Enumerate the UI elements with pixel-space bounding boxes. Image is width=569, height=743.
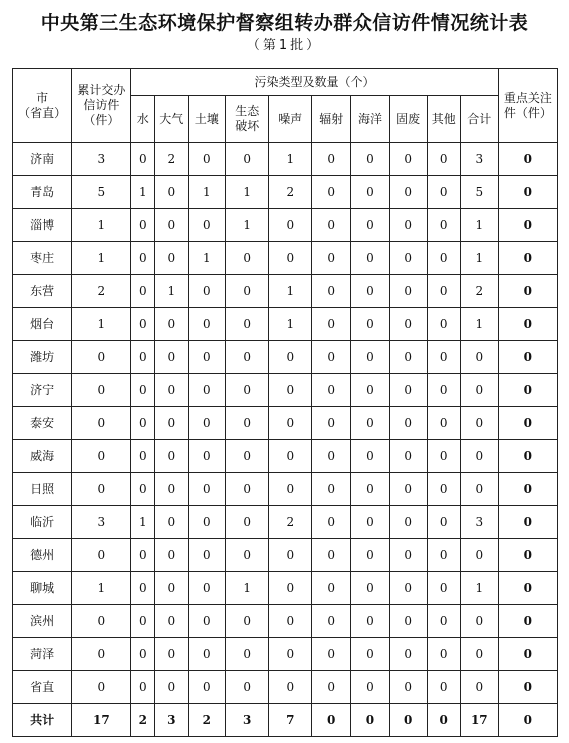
key-attention-cell: 0	[498, 143, 557, 176]
type-count-cell: 0	[188, 275, 226, 308]
table-row	[13, 473, 558, 506]
type-count-cell: 1	[460, 308, 498, 341]
city-cell: 烟台	[13, 308, 72, 341]
type-count-cell: 1	[269, 143, 312, 176]
type-count-cell: 0	[269, 440, 312, 473]
type-count-cell: 2	[131, 704, 155, 737]
type-count-cell: 2	[269, 506, 312, 539]
city-cell: 青岛	[13, 176, 72, 209]
type-count-cell: 0	[155, 440, 188, 473]
type-count-cell: 0	[351, 209, 390, 242]
city-cell: 潍坊	[13, 341, 72, 374]
type-count-cell: 1	[131, 176, 155, 209]
type-count-cell: 0	[351, 440, 390, 473]
type-count-cell: 0	[312, 506, 351, 539]
type-count-cell: 0	[226, 341, 269, 374]
type-count-cell: 0	[188, 143, 226, 176]
type-count-cell: 3	[460, 143, 498, 176]
type-count-cell: 0	[427, 572, 460, 605]
header-type-8: 其他	[427, 96, 460, 143]
type-count-cell: 0	[155, 638, 188, 671]
type-count-cell: 2	[188, 704, 226, 737]
key-attention-cell: 0	[498, 407, 557, 440]
type-count-cell: 0	[312, 572, 351, 605]
table-row	[13, 407, 558, 440]
type-count-cell: 0	[155, 176, 188, 209]
city-cell: 聊城	[13, 572, 72, 605]
type-count-cell: 3	[155, 704, 188, 737]
cumulative-cell: 3	[72, 506, 131, 539]
type-count-cell: 0	[226, 275, 269, 308]
type-count-cell: 2	[460, 275, 498, 308]
type-count-cell: 1	[269, 308, 312, 341]
table-row	[13, 275, 558, 308]
key-attention-cell: 0	[498, 572, 557, 605]
key-attention-cell: 0	[498, 308, 557, 341]
key-attention-cell: 0	[498, 242, 557, 275]
type-count-cell: 0	[155, 308, 188, 341]
cumulative-cell: 1	[72, 572, 131, 605]
cumulative-cell: 0	[72, 440, 131, 473]
page-title: 中央第三生态环境保护督察组转办群众信访件情况统计表	[40, 12, 529, 34]
type-count-cell: 0	[188, 506, 226, 539]
cumulative-cell: 0	[72, 638, 131, 671]
cumulative-cell: 0	[72, 605, 131, 638]
type-count-cell: 0	[131, 143, 155, 176]
header-row-group	[13, 69, 558, 96]
type-count-cell: 0	[226, 374, 269, 407]
cumulative-cell: 2	[72, 275, 131, 308]
type-count-cell: 0	[460, 671, 498, 704]
city-cell: 省直	[13, 671, 72, 704]
type-count-cell: 0	[389, 605, 427, 638]
type-count-cell: 0	[131, 671, 155, 704]
type-count-cell: 3	[460, 506, 498, 539]
type-count-cell: 0	[351, 374, 390, 407]
key-attention-cell: 0	[498, 506, 557, 539]
city-cell: 威海	[13, 440, 72, 473]
type-count-cell: 0	[269, 242, 312, 275]
type-count-cell: 0	[351, 605, 390, 638]
type-count-cell: 0	[188, 407, 226, 440]
header-type-1: 大气	[155, 96, 188, 143]
type-count-cell: 0	[155, 374, 188, 407]
key-attention-cell: 0	[498, 176, 557, 209]
type-count-cell: 0	[351, 704, 390, 737]
type-count-cell: 0	[312, 242, 351, 275]
type-count-cell: 0	[351, 539, 390, 572]
type-count-cell: 0	[427, 341, 460, 374]
type-count-cell: 0	[389, 176, 427, 209]
type-count-cell: 0	[389, 275, 427, 308]
type-count-cell: 0	[226, 473, 269, 506]
type-count-cell: 0	[312, 275, 351, 308]
header-type-6: 海洋	[351, 96, 390, 143]
city-cell: 泰安	[13, 407, 72, 440]
type-count-cell: 0	[155, 605, 188, 638]
city-cell: 滨州	[13, 605, 72, 638]
type-count-cell: 0	[389, 440, 427, 473]
header-type-2: 土壤	[188, 96, 226, 143]
type-count-cell: 0	[427, 374, 460, 407]
header-city: 市 （省直）	[13, 69, 72, 143]
key-attention-cell: 0	[498, 638, 557, 671]
type-count-cell: 0	[427, 176, 460, 209]
type-count-cell: 0	[312, 539, 351, 572]
type-count-cell: 0	[226, 506, 269, 539]
type-count-cell: 0	[389, 407, 427, 440]
type-count-cell: 0	[312, 605, 351, 638]
type-count-cell: 0	[389, 473, 427, 506]
type-count-cell: 1	[460, 572, 498, 605]
city-cell: 德州	[13, 539, 72, 572]
type-count-cell: 2	[269, 176, 312, 209]
type-count-cell: 0	[389, 704, 427, 737]
type-count-cell: 0	[389, 374, 427, 407]
type-count-cell: 1	[188, 176, 226, 209]
type-count-cell: 0	[188, 572, 226, 605]
type-count-cell: 0	[312, 704, 351, 737]
type-count-cell: 0	[351, 572, 390, 605]
key-attention-cell: 0	[498, 671, 557, 704]
total-label-cell: 共计	[13, 704, 72, 737]
type-count-cell: 3	[226, 704, 269, 737]
type-count-cell: 0	[427, 605, 460, 638]
key-attention-cell: 0	[498, 341, 557, 374]
key-attention-cell: 0	[498, 374, 557, 407]
table-row	[13, 374, 558, 407]
cumulative-cell: 3	[72, 143, 131, 176]
type-count-cell: 1	[269, 275, 312, 308]
type-count-cell: 1	[460, 242, 498, 275]
type-count-cell: 0	[269, 539, 312, 572]
type-count-cell: 0	[131, 374, 155, 407]
type-count-cell: 0	[312, 638, 351, 671]
type-count-cell: 0	[131, 275, 155, 308]
type-count-cell: 0	[427, 473, 460, 506]
type-count-cell: 0	[131, 407, 155, 440]
type-count-cell: 0	[131, 308, 155, 341]
type-count-cell: 0	[155, 209, 188, 242]
type-count-cell: 0	[460, 638, 498, 671]
type-count-cell: 0	[351, 506, 390, 539]
type-count-cell: 0	[269, 341, 312, 374]
type-count-cell: 0	[389, 341, 427, 374]
city-cell: 日照	[13, 473, 72, 506]
type-count-cell: 0	[312, 308, 351, 341]
type-count-cell: 0	[389, 308, 427, 341]
type-count-cell: 0	[155, 407, 188, 440]
table-row	[13, 341, 558, 374]
type-count-cell: 0	[226, 242, 269, 275]
key-attention-cell: 0	[498, 209, 557, 242]
type-count-cell: 0	[131, 638, 155, 671]
type-count-cell: 0	[427, 407, 460, 440]
type-count-cell: 0	[188, 308, 226, 341]
header-type-0: 水	[131, 96, 155, 143]
cumulative-cell: 0	[72, 341, 131, 374]
type-count-cell: 2	[155, 143, 188, 176]
type-count-cell: 1	[460, 209, 498, 242]
table-row	[13, 143, 558, 176]
type-count-cell: 5	[460, 176, 498, 209]
type-count-cell: 0	[188, 209, 226, 242]
type-count-cell: 0	[131, 440, 155, 473]
type-count-cell: 0	[155, 671, 188, 704]
type-count-cell: 0	[188, 638, 226, 671]
table-row	[13, 242, 558, 275]
type-count-cell: 0	[427, 275, 460, 308]
table-row	[13, 209, 558, 242]
type-count-cell: 0	[427, 704, 460, 737]
type-count-cell: 0	[351, 275, 390, 308]
type-count-cell: 0	[427, 308, 460, 341]
table-row	[13, 605, 558, 638]
header-type-5: 辐射	[312, 96, 351, 143]
type-count-cell: 1	[155, 275, 188, 308]
type-count-cell: 0	[427, 143, 460, 176]
type-count-cell: 0	[188, 374, 226, 407]
type-count-cell: 0	[155, 572, 188, 605]
type-count-cell: 0	[427, 440, 460, 473]
type-count-cell: 0	[269, 638, 312, 671]
table-body	[13, 143, 558, 737]
type-count-cell: 0	[312, 176, 351, 209]
cumulative-cell: 5	[72, 176, 131, 209]
type-count-cell: 0	[427, 242, 460, 275]
type-count-cell: 0	[351, 176, 390, 209]
type-count-cell: 0	[460, 374, 498, 407]
city-cell: 临沂	[13, 506, 72, 539]
type-count-cell: 0	[351, 407, 390, 440]
type-count-cell: 17	[460, 704, 498, 737]
type-count-cell: 1	[226, 176, 269, 209]
key-attention-cell: 0	[498, 704, 557, 737]
type-count-cell: 0	[389, 506, 427, 539]
type-count-cell: 0	[269, 374, 312, 407]
type-count-cell: 0	[460, 407, 498, 440]
type-count-cell: 0	[389, 539, 427, 572]
type-count-cell: 0	[312, 671, 351, 704]
header-type-9: 合计	[460, 96, 498, 143]
type-count-cell: 7	[269, 704, 312, 737]
type-count-cell: 0	[269, 407, 312, 440]
header-pollution-group: 污染类型及数量（个）	[131, 69, 498, 96]
type-count-cell: 0	[155, 473, 188, 506]
type-count-cell: 1	[188, 242, 226, 275]
city-cell: 济宁	[13, 374, 72, 407]
type-count-cell: 0	[460, 473, 498, 506]
batch-subtitle: （第1批）	[246, 38, 323, 53]
city-cell: 东营	[13, 275, 72, 308]
type-count-cell: 0	[226, 407, 269, 440]
type-count-cell: 0	[155, 506, 188, 539]
table-row	[13, 506, 558, 539]
type-count-cell: 0	[351, 671, 390, 704]
type-count-cell: 0	[188, 473, 226, 506]
type-count-cell: 0	[269, 209, 312, 242]
table-row	[13, 308, 558, 341]
complaints-stats-table	[12, 68, 558, 737]
type-count-cell: 0	[226, 671, 269, 704]
type-count-cell: 0	[131, 209, 155, 242]
table-row	[13, 539, 558, 572]
type-count-cell: 0	[188, 671, 226, 704]
type-count-cell: 0	[427, 209, 460, 242]
type-count-cell: 1	[226, 209, 269, 242]
type-count-cell: 0	[269, 572, 312, 605]
total-row	[13, 704, 558, 737]
cumulative-cell: 0	[72, 374, 131, 407]
type-count-cell: 0	[351, 473, 390, 506]
type-count-cell: 0	[226, 605, 269, 638]
city-cell: 淄博	[13, 209, 72, 242]
header-type-7: 固废	[389, 96, 427, 143]
type-count-cell: 0	[351, 242, 390, 275]
type-count-cell: 1	[226, 572, 269, 605]
type-count-cell: 0	[226, 539, 269, 572]
table-row	[13, 176, 558, 209]
type-count-cell: 0	[427, 539, 460, 572]
type-count-cell: 0	[188, 605, 226, 638]
key-attention-cell: 0	[498, 275, 557, 308]
type-count-cell: 0	[389, 143, 427, 176]
type-count-cell: 0	[226, 440, 269, 473]
type-count-cell: 0	[188, 440, 226, 473]
type-count-cell: 0	[312, 407, 351, 440]
type-count-cell: 0	[351, 638, 390, 671]
header-type-3: 生态 破坏	[226, 96, 269, 143]
cumulative-cell: 0	[72, 539, 131, 572]
type-count-cell: 0	[312, 440, 351, 473]
type-count-cell: 0	[427, 638, 460, 671]
cumulative-cell: 1	[72, 209, 131, 242]
type-count-cell: 0	[460, 605, 498, 638]
type-count-cell: 0	[389, 242, 427, 275]
type-count-cell: 0	[155, 539, 188, 572]
city-cell: 枣庄	[13, 242, 72, 275]
header-cumulative: 累计交办信访件（件）	[72, 69, 131, 143]
type-count-cell: 0	[389, 671, 427, 704]
type-count-cell: 0	[312, 143, 351, 176]
type-count-cell: 0	[389, 209, 427, 242]
type-count-cell: 0	[131, 341, 155, 374]
cumulative-cell: 0	[72, 671, 131, 704]
type-count-cell: 0	[389, 638, 427, 671]
city-cell: 济南	[13, 143, 72, 176]
type-count-cell: 0	[188, 539, 226, 572]
key-attention-cell: 0	[498, 473, 557, 506]
type-count-cell: 0	[460, 539, 498, 572]
type-count-cell: 0	[312, 209, 351, 242]
city-cell: 菏泽	[13, 638, 72, 671]
cumulative-cell: 0	[72, 407, 131, 440]
type-count-cell: 0	[131, 605, 155, 638]
type-count-cell: 0	[155, 341, 188, 374]
type-count-cell: 0	[269, 473, 312, 506]
type-count-cell: 0	[131, 242, 155, 275]
type-count-cell: 0	[389, 572, 427, 605]
type-count-cell: 0	[131, 539, 155, 572]
type-count-cell: 0	[131, 473, 155, 506]
type-count-cell: 0	[226, 143, 269, 176]
type-count-cell: 1	[131, 506, 155, 539]
type-count-cell: 0	[427, 671, 460, 704]
header-type-4: 噪声	[269, 96, 312, 143]
type-count-cell: 0	[226, 638, 269, 671]
type-count-cell: 0	[460, 341, 498, 374]
type-count-cell: 0	[351, 308, 390, 341]
table-row	[13, 638, 558, 671]
cumulative-cell: 17	[72, 704, 131, 737]
type-count-cell: 0	[351, 341, 390, 374]
type-count-cell: 0	[155, 242, 188, 275]
key-attention-cell: 0	[498, 440, 557, 473]
key-attention-cell: 0	[498, 605, 557, 638]
cumulative-cell: 0	[72, 473, 131, 506]
type-count-cell: 0	[188, 341, 226, 374]
type-count-cell: 0	[312, 341, 351, 374]
type-count-cell: 0	[269, 605, 312, 638]
cumulative-cell: 1	[72, 308, 131, 341]
type-count-cell: 0	[131, 572, 155, 605]
type-count-cell: 0	[351, 143, 390, 176]
type-count-cell: 0	[460, 440, 498, 473]
type-count-cell: 0	[226, 308, 269, 341]
type-count-cell: 0	[269, 671, 312, 704]
table-row	[13, 440, 558, 473]
header-key-attention: 重点关注件（件）	[498, 69, 557, 143]
type-count-cell: 0	[312, 374, 351, 407]
type-count-cell: 0	[312, 473, 351, 506]
table-row	[13, 572, 558, 605]
key-attention-cell: 0	[498, 539, 557, 572]
type-count-cell: 0	[427, 506, 460, 539]
cumulative-cell: 1	[72, 242, 131, 275]
table-row	[13, 671, 558, 704]
